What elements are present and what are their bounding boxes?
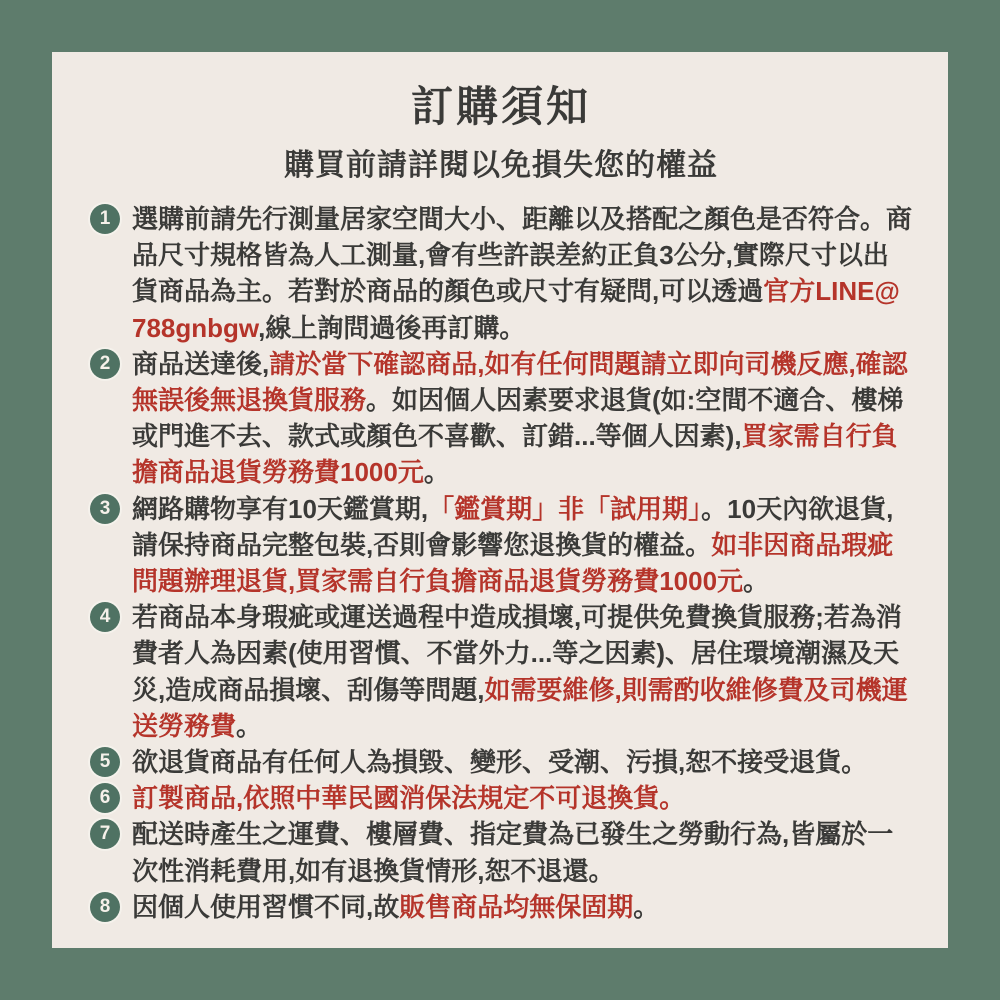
item-text: [132, 744, 912, 780]
highlight-text: 「鑑賞期」非「試用期」: [428, 493, 702, 524]
highlight-text: 買家需自行負擔商品退貨勞務費1000元: [132, 421, 898, 488]
item-text: [132, 491, 912, 600]
notice-list: [90, 201, 912, 925]
highlight-text: 官方LINE@788gnbgw: [132, 276, 900, 343]
item-text: [132, 889, 912, 925]
body-text: 網路購物享有10天鑑賞期,: [132, 493, 429, 524]
item-text: [132, 346, 912, 491]
body-text: 配送時產生之運費、樓層費、指定費為已發生之勞動行為,皆屬於一次性消耗費用,如有退換貨情形,恕不退還。: [132, 819, 894, 886]
body-text: 欲退貨商品有任何人為損毀、變形、受潮、污損,恕不接受退貨。: [132, 747, 868, 778]
body-text: 因個人使用習慣不同,故: [132, 891, 400, 922]
body-text: 。10天內欲退貨,請保持商品完整包裝,否則會影響您退換貨的權益。: [132, 493, 894, 560]
body-text: ,線上詢問過後再訂購。: [258, 312, 526, 343]
item-number-badge: 3: [90, 494, 120, 524]
item-text: [132, 780, 912, 816]
item-number-badge: 2: [90, 349, 120, 379]
body-text: 選購前請先行測量居家空間大小、距離以及搭配之顏色是否符合。商品尺寸規格皆為人工測量,會有些許誤差約正負3公分,實際尺寸以出貨商品為主。若對於商品的顏色或尺寸有疑問,可以透過: [132, 204, 913, 307]
notice-item: [90, 780, 912, 816]
item-number-badge: 1: [90, 204, 120, 234]
notice-item: [90, 201, 912, 346]
item-number-badge: 5: [90, 747, 120, 777]
item-number-badge: 8: [90, 892, 120, 922]
highlight-text: 如非因商品瑕疵問題辦理退貨,買家需自行負擔商品退貨勞務費1000元: [132, 529, 894, 597]
notice-item: [90, 346, 912, 491]
notice-item: [90, 889, 912, 925]
highlight-text: 請於當下確認商品,如有任何問題請立即向司機反應,確認無誤後無退換貨服務: [132, 348, 908, 416]
body-text: 。: [236, 710, 263, 741]
body-text: 若商品本身瑕疵或運送過程中造成損壞,可提供免費換貨服務;若為消費者人為因素(使用習慣、不當外力...等之因素)、居住環境潮濕及天災,造成商品損壞、刮傷等問題,: [132, 602, 902, 705]
body-text: 。如因個人因素要求退貨(如:空間不適合、樓梯或門進不去、款式或顏色不喜歡、訂錯...等個人因素),: [132, 385, 904, 452]
item-number-badge: 6: [90, 783, 120, 813]
body-text: 。: [743, 566, 770, 597]
item-number-badge: 7: [90, 819, 120, 849]
item-number-badge: 4: [90, 602, 120, 632]
item-text: [132, 599, 912, 744]
highlight-text: 訂製商品,依照中華民國消保法規定不可退換貨。: [132, 783, 686, 814]
notice-item: [90, 491, 912, 600]
page-title: 訂購須知: [410, 83, 591, 130]
body-text: 。: [423, 457, 450, 488]
highlight-text: 如需要維修,則需酌收維修費及司機運送勞務費: [132, 674, 908, 741]
body-text: 。: [633, 891, 660, 922]
item-text: [132, 816, 912, 888]
page-subtitle: 購買前請詳閱以免損失您的權益: [284, 149, 718, 182]
notice-item: [90, 744, 912, 780]
highlight-text: 販售商品均無保固期: [399, 891, 634, 922]
body-text: 商品送達後,: [132, 348, 270, 379]
notice-panel: [52, 52, 948, 948]
notice-item: [90, 816, 912, 888]
notice-item: [90, 599, 912, 744]
item-text: [132, 201, 912, 346]
